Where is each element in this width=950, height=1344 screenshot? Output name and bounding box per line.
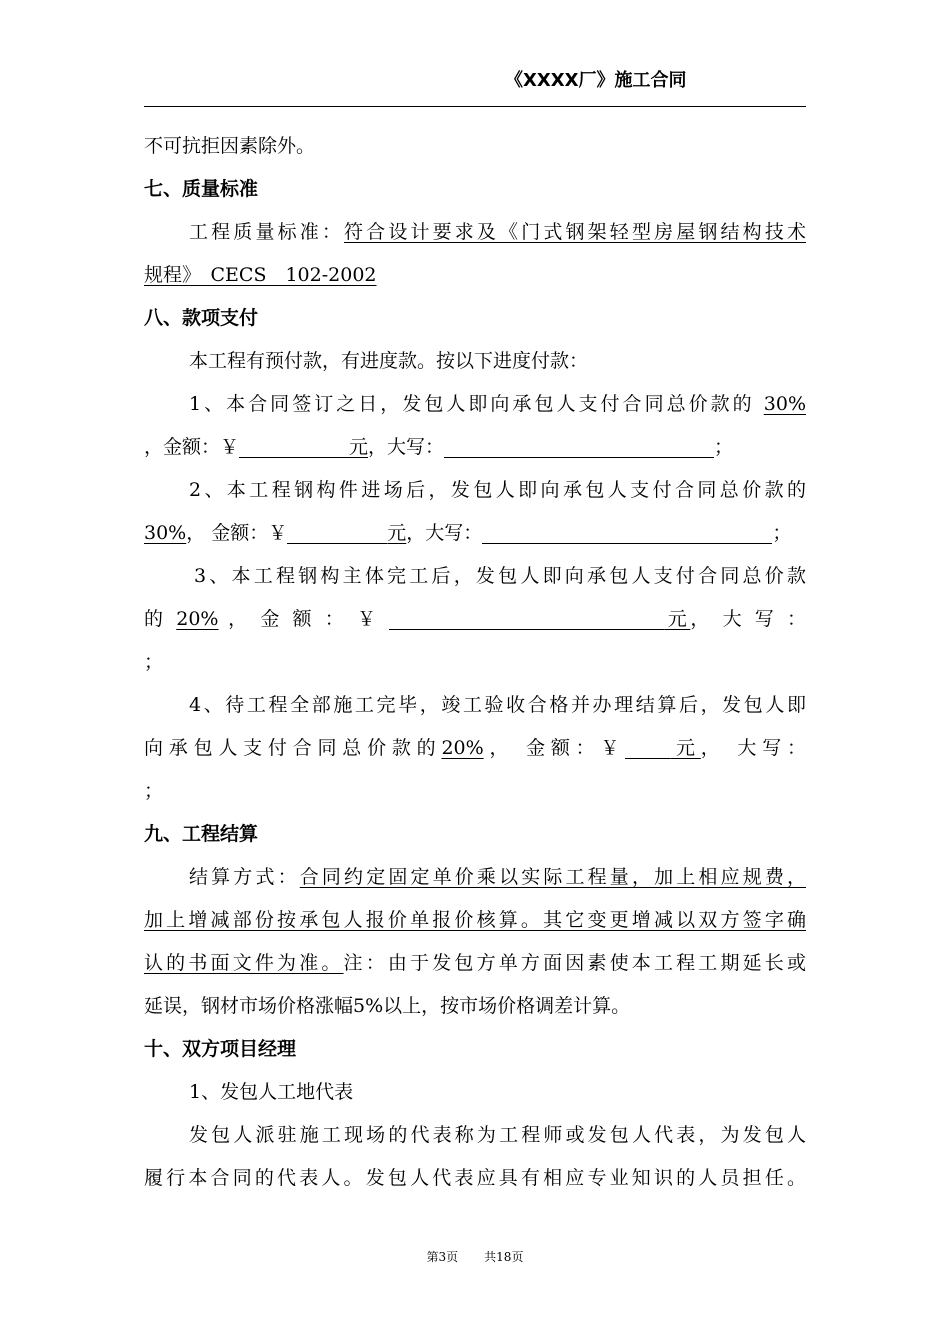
amount-blank <box>239 435 349 458</box>
amount-blank <box>287 521 387 544</box>
settlement-line3: 认的书面文件为准。注：由于发包方单方面因素使本工程工期延长或 <box>144 952 806 974</box>
quality-standard-line1: 工程质量标准：符合设计要求及《门式钢架轻型房屋钢结构技术 <box>189 221 806 243</box>
payment-item4-line1: 4、待工程全部施工完毕，竣工验收合格并办理结算后，发包人即 <box>189 694 806 716</box>
payment-item4-line2: 向承包人支付合同总价款的20%， 金额：￥ 元， 大写： <box>144 737 806 759</box>
payment-item4-line3: ； <box>144 780 164 802</box>
page-total: 共18页 <box>484 1250 524 1264</box>
payment-item2-line1: 2、本工程钢构件进场后，发包人即向承包人支付合同总价款的 <box>189 479 806 501</box>
payment-item1-line1: 1、本合同签订之日，发包人即向承包人支付合同总价款的 30% <box>189 393 807 415</box>
section10-sub1: 1、发包人工地代表 <box>189 1081 354 1103</box>
settlement-line1: 结算方式：合同约定固定单价乘以实际工程量，加上相应规费， <box>189 866 806 888</box>
section9-heading: 九、工程结算 <box>144 823 259 845</box>
continuation-text: 不可抗拒因素除外。 <box>144 135 316 157</box>
payment-item3-line1: 3、本工程钢构主体完工后，发包人即向承包人支付合同总价款 <box>194 565 806 587</box>
payment-item3-line2: 的 20% ， 金 额 ： ￥ 元， 大 写 ： <box>144 608 806 630</box>
payment-item4-percent: 20% <box>441 737 484 759</box>
settlement-line2: 加上增减部份按承包人报价单报价核算。其它变更增减以双方签字确 <box>144 909 806 931</box>
payment-item2-percent: 30% <box>144 522 187 544</box>
amount-blank <box>389 607 664 630</box>
payment-item3-percent: 20% <box>176 608 219 630</box>
quality-standard-value: 符合设计要求及《门式钢架轻型房屋钢结构技术 <box>344 221 806 243</box>
representative-line1: 发包人派驻施工现场的代表称为工程师或发包人代表，为发包人 <box>189 1124 806 1146</box>
settlement-line4: 延误，钢材市场价格涨幅5%以上，按市场价格调差计算。 <box>144 995 631 1017</box>
payment-item1-percent: 30% <box>763 393 807 415</box>
header-title: 《XXXX厂》施工合同 <box>505 70 687 91</box>
payment-item1-line2: ，金额：￥ 元，大写： ； <box>144 436 734 458</box>
daxie-blank <box>482 521 772 544</box>
section7-heading: 七、质量标准 <box>144 178 259 200</box>
payment-intro: 本工程有预付款，有进度款。按以下进度付款： <box>189 350 589 372</box>
amount-blank <box>625 736 670 759</box>
page-number: 第3页 <box>426 1250 459 1264</box>
page-footer <box>0 1248 950 1265</box>
section8-heading: 八、款项支付 <box>144 307 259 329</box>
payment-item2-line2: 30%， 金额：￥ 元，大写： ； <box>144 522 792 544</box>
payment-item3-line3: ； <box>144 651 164 673</box>
section10-heading: 十、双方项目经理 <box>144 1038 297 1060</box>
document-body <box>144 125 806 1200</box>
representative-line2: 履行本合同的代表人。发包人代表应具有相应专业知识的人员担任。 <box>144 1167 806 1189</box>
quality-standard-line2: 规程》 CECS 102-2002 <box>144 264 377 286</box>
daxie-blank <box>444 435 714 458</box>
header-rule <box>144 106 806 107</box>
